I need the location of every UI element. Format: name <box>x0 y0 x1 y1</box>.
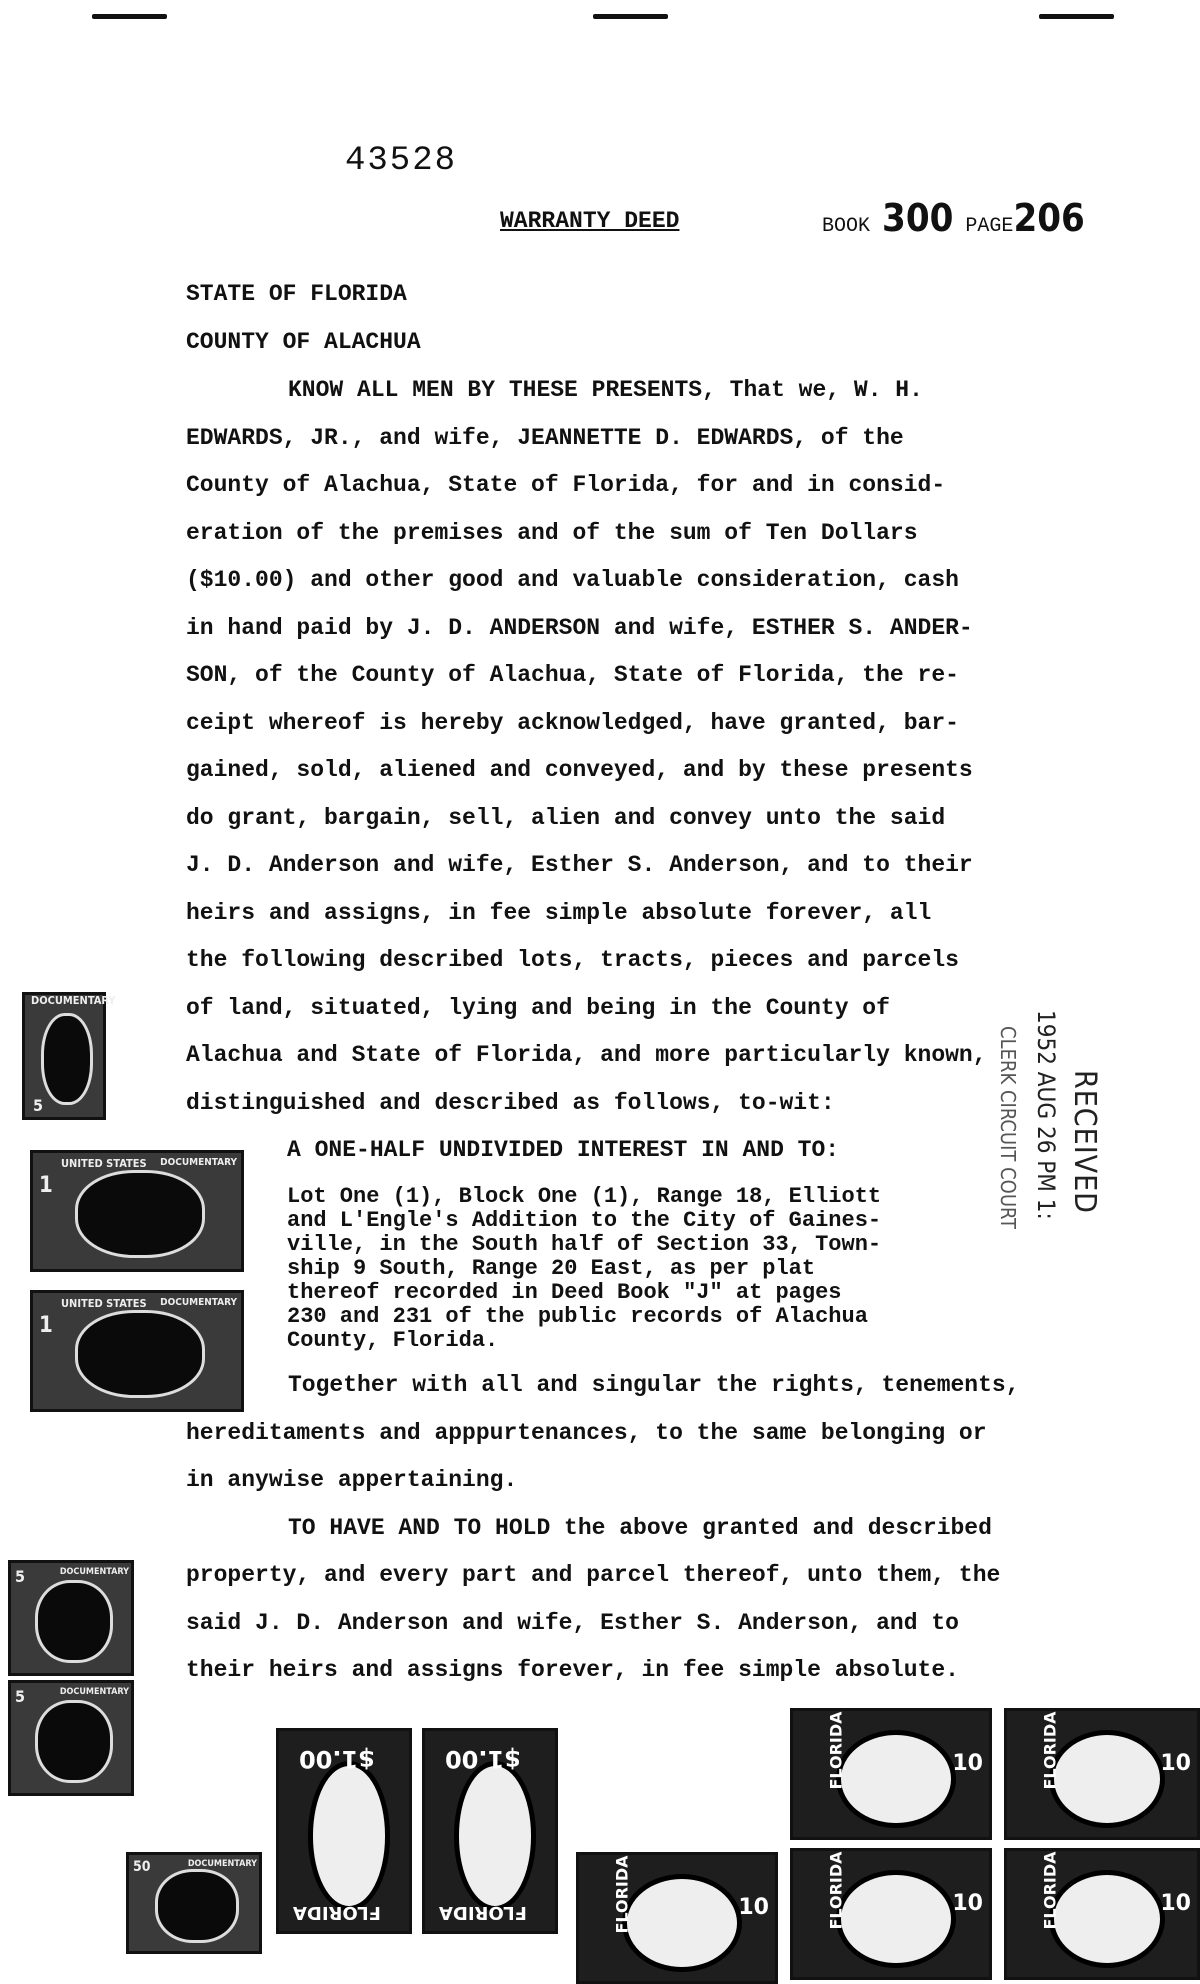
p1-line: KNOW ALL MEN BY THESE PRESENTS, That we, W. H. <box>288 377 923 403</box>
p1-line: EDWARDS, JR., and wife, JEANNETTE D. EDWARDS, of the <box>186 425 904 451</box>
top-mark-right <box>1039 14 1114 19</box>
stamp-value: 10 <box>952 1751 983 1776</box>
top-mark-left <box>92 14 167 19</box>
p1-line: in hand paid by J. D. ANDERSON and wife, ESTHER S. ANDER- <box>186 615 973 641</box>
documentary-stamp-5c <box>22 992 116 1120</box>
document-number: 43528 <box>345 142 458 180</box>
portrait-icon <box>41 1013 94 1104</box>
stamp-label: DOCUMENTARY <box>59 1687 129 1697</box>
p1-line: ceipt whereof is hereby acknowledged, have granted, bar- <box>186 710 959 736</box>
stamp-label: FLORIDA <box>826 1851 846 1930</box>
stamp-value: 10 <box>738 1895 769 1920</box>
legal-line: ship 9 South, Range 20 East, as per plat <box>287 1256 816 1281</box>
stamp-value: 50 <box>133 1859 151 1875</box>
florida-seal-icon <box>836 1730 956 1828</box>
florida-stamp-10 <box>576 1852 778 1984</box>
legal-line: Lot One (1), Block One (1), Range 18, Elliott <box>287 1184 882 1209</box>
florida-seal-icon <box>1049 1870 1165 1968</box>
book-number: 300 <box>882 196 954 240</box>
p3-line: property, and every part and parcel thereof, unto them, the <box>186 1562 1001 1588</box>
stamp-value: 10 <box>1160 1751 1191 1776</box>
documentary-stamp-1-dollar <box>30 1290 244 1412</box>
florida-seal-icon <box>1049 1730 1165 1828</box>
p1-line: gained, sold, aliened and conveyed, and by these presents <box>186 757 973 783</box>
p1-line: of land, situated, lying and being in the County of <box>186 995 890 1021</box>
stamp-label: FLORIDA <box>826 1711 846 1790</box>
p1-line: SON, of the County of Alachua, State of Florida, the re- <box>186 662 959 688</box>
legal-line: and L'Engle's Addition to the City of Gaines- <box>287 1208 882 1233</box>
legal-line: County, Florida. <box>287 1328 499 1353</box>
stamp-label: DOCUMENTARY <box>160 1157 237 1168</box>
stamp-value: 1 <box>39 1313 53 1338</box>
p2-line: Together with all and singular the rights, tenements, <box>288 1372 1020 1398</box>
p1-line: the following described lots, tracts, pieces and parcels <box>186 947 959 973</box>
stamp-label: DOCUMENTARY <box>31 994 116 1007</box>
p1-line: eration of the premises and of the sum of Ten Dollars <box>186 520 918 546</box>
interest-heading: A ONE-HALF UNDIVIDED INTEREST IN AND TO: <box>287 1137 840 1163</box>
portrait-icon <box>35 1700 113 1783</box>
stamp-label: FLORIDA <box>439 1902 527 1923</box>
p1-line: Alachua and State of Florida, and more particularly known, <box>186 1042 987 1068</box>
book-page-reference <box>822 196 1085 240</box>
p1-line: J. D. Anderson and wife, Esther S. Anderson, and to their <box>186 852 973 878</box>
portrait-icon <box>75 1310 206 1397</box>
florida-stamp-10 <box>1004 1708 1200 1840</box>
portrait-icon <box>35 1580 113 1663</box>
florida-stamp-10 <box>790 1708 992 1840</box>
p1-line: County of Alachua, State of Florida, for and in consid- <box>186 472 946 498</box>
stamp-value: $1.00 <box>445 1745 521 1773</box>
document-title: WARRANTY DEED <box>500 208 680 234</box>
p1-line: distinguished and described as follows, to-wit: <box>186 1090 835 1116</box>
received-date: 1952 AUG 26 PM 1: <box>1032 1010 1060 1220</box>
stamp-value: $1.00 <box>299 1745 375 1773</box>
stamp-label: DOCUMENTARY <box>187 1859 257 1869</box>
stamp-value: 10 <box>952 1891 983 1916</box>
legal-line: 230 and 231 of the public records of Alachua <box>287 1304 868 1329</box>
stamp-value: 10 <box>1160 1891 1191 1916</box>
portrait-icon <box>75 1170 206 1257</box>
stamp-value: 5 <box>15 1687 26 1706</box>
p1-line: heirs and assigns, in fee simple absolute forever, all <box>186 900 932 926</box>
book-label: BOOK <box>822 215 871 238</box>
stamp-label: UNITED STATES <box>61 1297 147 1310</box>
legal-line: ville, in the South half of Section 33, Town- <box>287 1232 882 1257</box>
stamp-label: DOCUMENTARY <box>59 1567 129 1577</box>
stamp-label: FLORIDA <box>1040 1851 1060 1930</box>
documentary-stamp-50c <box>126 1852 262 1954</box>
stamp-label: DOCUMENTARY <box>160 1297 237 1308</box>
p2-line: in anywise appertaining. <box>186 1467 518 1493</box>
stamp-label: UNITED STATES <box>61 1157 147 1170</box>
p1-line: do grant, bargain, sell, alien and convey unto the said <box>186 805 946 831</box>
stamp-value: 5 <box>15 1567 26 1586</box>
florida-stamp-10 <box>1004 1848 1200 1980</box>
florida-stamp-1-dollar <box>276 1728 412 1934</box>
received-word: RECEIVED <box>1067 1070 1102 1214</box>
p3-line: TO HAVE AND TO HOLD the above granted and described <box>288 1515 992 1541</box>
stamp-label: FLORIDA <box>612 1855 632 1934</box>
stamp-label: FLORIDA <box>1040 1711 1060 1790</box>
stamp-label: FLORIDA <box>293 1902 381 1923</box>
florida-seal-icon <box>622 1874 742 1972</box>
county-line: COUNTY OF ALACHUA <box>186 329 421 355</box>
florida-seal-icon <box>454 1761 537 1911</box>
portrait-icon <box>155 1869 239 1942</box>
documentary-stamp-5c <box>8 1560 134 1676</box>
documentary-stamp-5c <box>8 1680 134 1796</box>
documentary-stamp-1-dollar <box>30 1150 244 1272</box>
florida-seal-icon <box>308 1761 391 1911</box>
stamp-value: 5 <box>33 1096 44 1115</box>
florida-stamp-10 <box>790 1848 992 1980</box>
p3-line: their heirs and assigns forever, in fee simple absolute. <box>186 1657 959 1683</box>
page-number: 206 <box>1013 196 1085 240</box>
p2-line: hereditaments and apppurtenances, to the same belonging or <box>186 1420 987 1446</box>
florida-stamp-1-dollar <box>422 1728 558 1934</box>
page-label: PAGE <box>965 215 1014 238</box>
florida-seal-icon <box>836 1870 956 1968</box>
p3-line: said J. D. Anderson and wife, Esther S. Anderson, and to <box>186 1610 959 1636</box>
p1-line: ($10.00) and other good and valuable consideration, cash <box>186 567 959 593</box>
stamp-value: 1 <box>39 1173 53 1198</box>
received-office: CLERK CIRCUIT COURT <box>996 1026 1020 1230</box>
state-line: STATE OF FLORIDA <box>186 281 407 307</box>
legal-description <box>287 1185 987 1353</box>
legal-line: thereof recorded in Deed Book "J" at pages <box>287 1280 842 1305</box>
top-mark-center <box>593 14 668 19</box>
